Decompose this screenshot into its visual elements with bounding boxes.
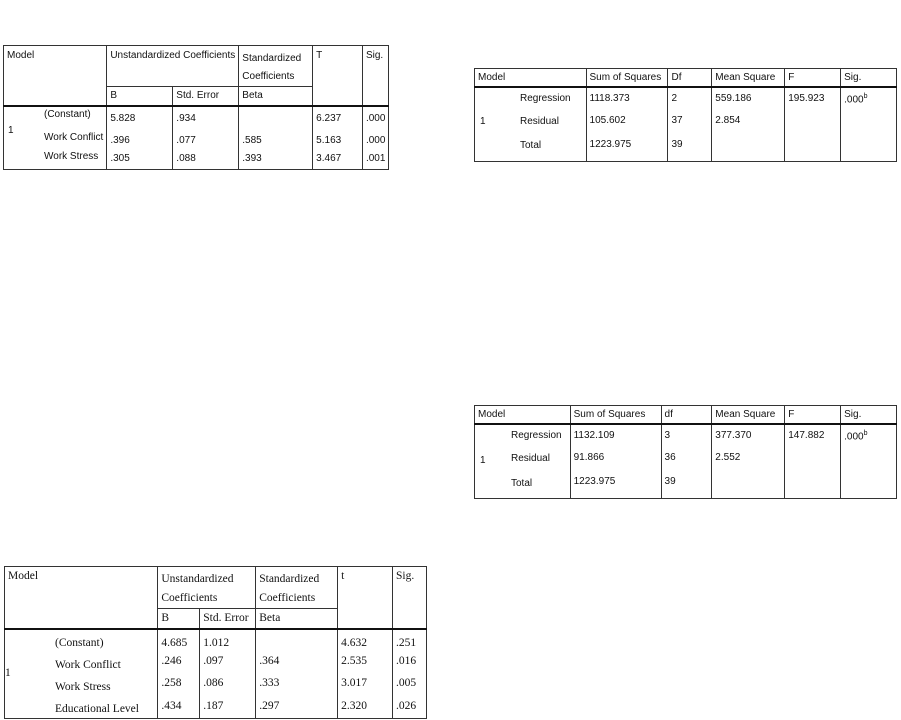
header-standardized [239,46,313,87]
cell-df: 39 [668,135,712,161]
cell-ms [712,472,785,498]
cell-se: .097 [200,651,256,673]
row-label-constant: (Constant) [55,636,104,649]
cell-ss: 1223.975 [586,135,668,161]
header-f: F [785,69,841,87]
cell-b: 5.828 [107,106,173,130]
cell-ms [712,135,785,161]
header-sig: Sig. [362,46,388,106]
row-label-total: Total [520,139,542,151]
coefficients-table-two-predictors [3,45,389,170]
header-model: Model [475,406,571,424]
model-number [4,106,107,170]
cell-sig: .005 [393,673,427,695]
cell-se: .934 [173,106,239,130]
cell-beta [239,106,313,130]
cell-se: .086 [200,673,256,695]
header-standardized [256,567,338,609]
header-model: Model [475,69,587,87]
cell-ss: 91.866 [570,448,661,472]
cell-sig-value: .000 [844,430,864,442]
header-f: F [785,406,841,424]
cell-sig [841,424,897,448]
cell-beta: .393 [239,150,313,169]
header-t: T [313,46,363,106]
cell-t: 4.632 [338,629,393,651]
header-beta: Beta [256,609,338,629]
header-standardized-line2: Coefficients [242,71,295,82]
header-sum-of-squares: Sum of Squares [570,406,661,424]
row-label-residual: Residual [511,452,550,464]
row-label-total: Total [511,477,533,489]
cell-df: 37 [668,111,712,135]
cell-beta: .333 [256,673,338,695]
cell-sig-value: .000 [844,93,864,105]
cell-beta [256,629,338,651]
header-std-error: Std. Error [173,87,239,106]
cell-f: 147.882 [785,424,841,448]
table-row [4,106,389,130]
cell-se: .088 [173,150,239,169]
cell-b: .396 [107,129,173,149]
header-mean-square: Mean Square [712,69,785,87]
cell-t: 5.163 [313,129,363,149]
cell-sig: .000 [362,129,388,149]
row-label-residual: Residual [520,115,559,127]
header-unstandardized-line1: Unstandardized [161,573,234,585]
header-std-error: Std. Error [200,609,256,629]
cell-f: 195.923 [785,87,841,111]
cell-sig-superscript: b [863,429,868,437]
header-b: B [158,609,200,629]
row-label-work-conflict: Work Conflict [55,658,121,671]
cell-t: 3.017 [338,673,393,695]
cell-sig: .251 [393,629,427,651]
cell-sig [841,135,897,161]
model-cell [475,87,587,162]
model-number-value: 1 [480,454,486,466]
model-number-value: 1 [480,115,486,127]
row-label-constant: (Constant) [44,108,91,120]
cell-se: .077 [173,129,239,149]
cell-beta: .585 [239,129,313,149]
cell-sig [841,87,897,111]
header-unstandardized: Unstandardized Coefficients [107,46,239,87]
cell-beta: .364 [256,651,338,673]
cell-t: 6.237 [313,106,363,130]
cell-f [785,448,841,472]
cell-df: 39 [661,472,712,498]
header-sum-of-squares: Sum of Squares [586,69,668,87]
cell-b: .434 [158,696,200,718]
row-label-work-conflict: Work Conflict [44,131,104,143]
header-sig: Sig. [841,69,897,87]
cell-ss: 1223.975 [570,472,661,498]
model-number-value: 1 [8,124,14,136]
header-t: t [338,567,393,629]
cell-b: .305 [107,150,173,169]
cell-f [785,472,841,498]
cell-ss: 105.602 [586,111,668,135]
cell-sig [841,448,897,472]
cell-t: 3.467 [313,150,363,169]
row-label-work-stress: Work Stress [55,680,111,693]
cell-df: 3 [661,424,712,448]
cell-ms: 559.186 [712,87,785,111]
header-unstandardized-line2: Coefficients [161,592,218,604]
header-model: Model [4,46,107,106]
cell-sig [841,111,897,135]
cell-ss: 1118.373 [586,87,668,111]
header-standardized-line1: Standardized [259,573,320,585]
header-b: B [107,87,173,106]
header-sig: Sig. [841,406,897,424]
row-label-regression: Regression [520,92,571,104]
anova-table-three-predictors [474,405,897,499]
cell-ms: 2.552 [712,448,785,472]
cell-b: 4.685 [158,629,200,651]
table-row [475,424,897,448]
cell-df: 36 [661,448,712,472]
cell-sig: .001 [362,150,388,169]
cell-f [785,135,841,161]
header-standardized-line1: Standardized [242,53,302,64]
model-cell [5,629,158,719]
coefficients-table-three-predictors [4,566,427,719]
model-number-value: 1 [5,666,11,679]
cell-se: 1.012 [200,629,256,651]
header-mean-square: Mean Square [712,406,785,424]
header-sig: Sig. [393,567,427,629]
header-df: df [661,406,712,424]
header-model: Model [5,567,158,629]
cell-ms: 2.854 [712,111,785,135]
cell-sig [841,472,897,498]
cell-t: 2.535 [338,651,393,673]
table-row [475,87,897,111]
cell-b: .246 [158,651,200,673]
header-standardized-line2: Coefficients [259,592,316,604]
row-label-educational-level: Educational Level [55,702,139,715]
cell-se: .187 [200,696,256,718]
row-label-regression: Regression [511,429,562,441]
cell-sig: .026 [393,696,427,718]
table-row [5,629,427,651]
cell-ms: 377.370 [712,424,785,448]
cell-b: .258 [158,673,200,695]
cell-ss: 1132.109 [570,424,661,448]
header-df: Df [668,69,712,87]
cell-beta: .297 [256,696,338,718]
cell-sig: .016 [393,651,427,673]
anova-table-two-predictors [474,68,897,162]
cell-sig: .000 [362,106,388,130]
cell-sig-superscript: b [863,92,868,100]
model-cell [475,424,571,499]
row-label-work-stress: Work Stress [44,150,99,162]
header-beta: Beta [239,87,313,106]
cell-t: 2.320 [338,696,393,718]
header-unstandardized [158,567,256,609]
cell-f [785,111,841,135]
cell-df: 2 [668,87,712,111]
